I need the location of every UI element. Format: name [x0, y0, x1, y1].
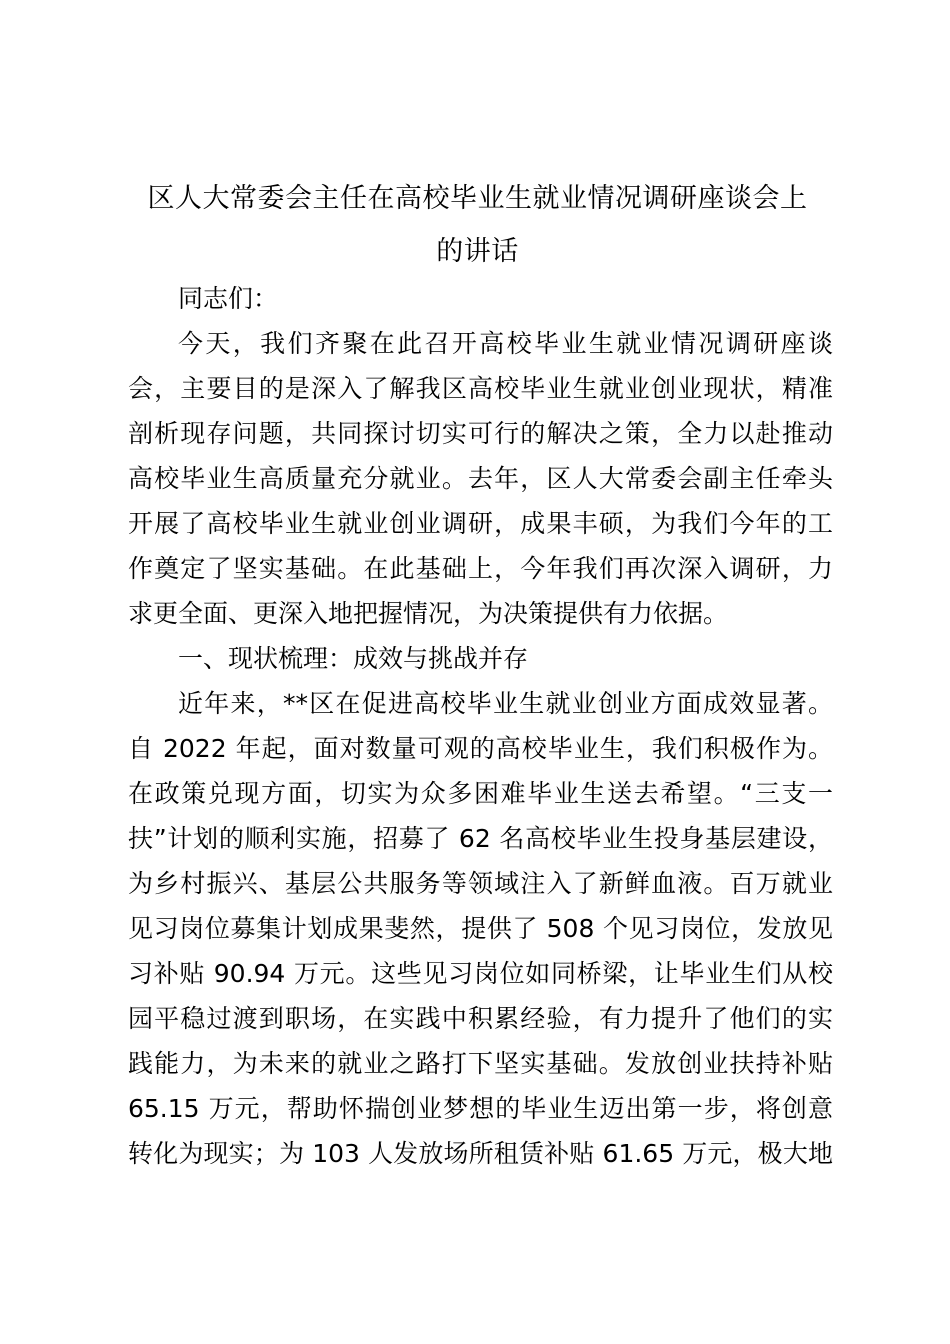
- body-line: 践能力，为未来的就业之路打下坚实基础。发放创业扶持补贴: [128, 1049, 833, 1078]
- body-line: 扶”计划的顺利实施，招募了 62 名高校毕业生投身基层建设，: [128, 824, 833, 853]
- body-line: 自 2022 年起，面对数量可观的高校毕业生，我们积极作为。: [128, 734, 833, 763]
- document-title: [120, 172, 835, 278]
- body-line: 在政策兑现方面，切实为众多困难毕业生送去希望。“三支一: [128, 779, 833, 808]
- body-line: 见习岗位募集计划成果斐然，提供了 508 个见习岗位，发放见: [128, 914, 833, 943]
- body-line: 同志们：: [178, 284, 279, 313]
- body-line: 为乡村振兴、基层公共服务等领域注入了新鲜血液。百万就业: [128, 869, 833, 898]
- body-line: 一、现状梳理：成效与挑战并存: [178, 644, 529, 673]
- title-line-2: 的讲话: [436, 236, 519, 267]
- body-line: 求更全面、更深入地把握情况，为决策提供有力依据。: [128, 599, 729, 628]
- body-line: 高校毕业生高质量充分就业。去年，区人大常委会副主任牵头: [128, 464, 833, 493]
- body-line: 剖析现存问题，共同探讨切实可行的解决之策，全力以赴推动: [128, 419, 833, 448]
- document-body: [128, 276, 833, 1176]
- body-line: 开展了高校毕业生就业创业调研，成果丰硕，为我们今年的工: [128, 509, 833, 538]
- body-line: 会，主要目的是深入了解我区高校毕业生就业创业现状，精准: [128, 374, 833, 403]
- body-line: 65.15 万元，帮助怀揣创业梦想的毕业生迈出第一步，将创意: [128, 1094, 833, 1123]
- title-line-1: 区人大常委会主任在高校毕业生就业情况调研座谈会上: [147, 183, 808, 214]
- body-line: 作奠定了坚实基础。在此基础上，今年我们再次深入调研，力: [128, 554, 833, 583]
- body-line: 园平稳过渡到职场，在实践中积累经验，有力提升了他们的实: [128, 1004, 833, 1033]
- body-line: 习补贴 90.94 万元。这些见习岗位如同桥梁，让毕业生们从校: [128, 959, 833, 988]
- body-line: 近年来，**区在促进高校毕业生就业创业方面成效显著。: [178, 689, 833, 718]
- body-line: 今天，我们齐聚在此召开高校毕业生就业情况调研座谈: [178, 329, 833, 358]
- body-line: 转化为现实；为 103 人发放场所租赁补贴 61.65 万元，极大地: [128, 1139, 833, 1168]
